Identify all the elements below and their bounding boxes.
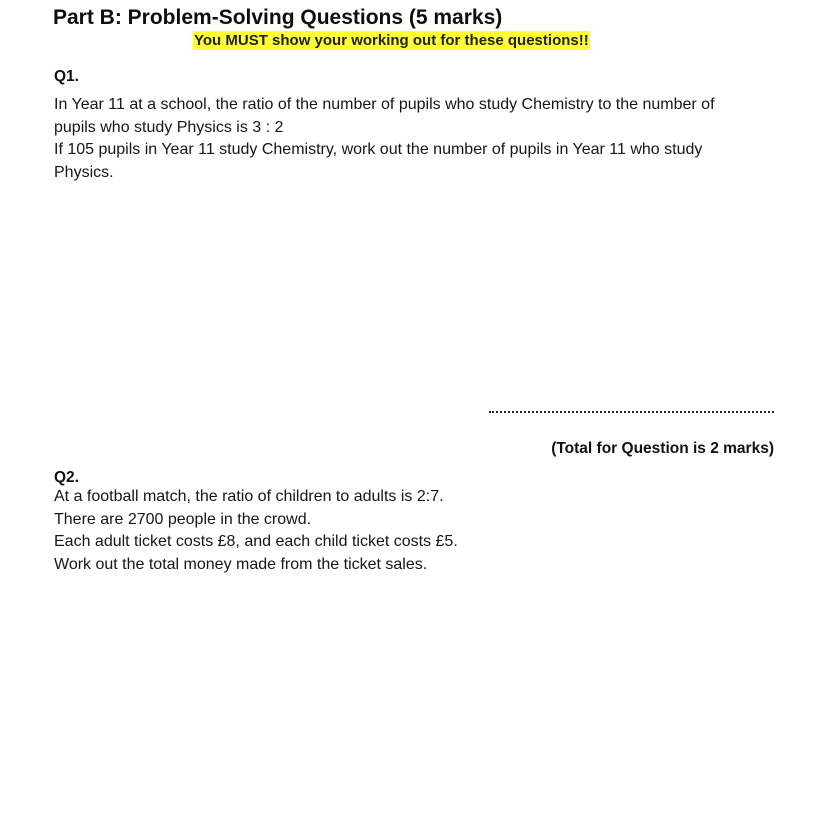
- question-2-text: [54, 486, 458, 576]
- question-1-line: If 105 pupils in Year 11 study Chemistry, work out the number of pupils in Year 11 who study: [54, 141, 703, 158]
- question-2-line: Each adult ticket costs £8, and each child ticket costs £5.: [54, 533, 458, 550]
- question-2-label: Q2.: [54, 469, 79, 486]
- question-1-text: [54, 94, 715, 184]
- question-1-line: In Year 11 at a school, the ratio of the number of pupils who study Chemistry to the number of: [54, 96, 715, 113]
- question-1-line: pupils who study Physics is 3 : 2: [54, 118, 284, 136]
- question-2-line: Work out the total money made from the ticket sales.: [54, 555, 428, 573]
- page-title: Part B: Problem-Solving Questions (5 marks): [53, 6, 503, 29]
- question-2-line: At a football match, the ratio of children to adults is 2:7.: [54, 488, 444, 505]
- question-1-line: Physics.: [54, 163, 114, 181]
- instruction-highlight: You MUST show your working out for these questions!!: [194, 32, 589, 49]
- answer-line[interactable]: [489, 411, 774, 413]
- question-1-marks: (Total for Question is 2 marks): [551, 440, 774, 457]
- question-1-label: Q1.: [54, 68, 79, 85]
- question-2-line: There are 2700 people in the crowd.: [54, 510, 312, 528]
